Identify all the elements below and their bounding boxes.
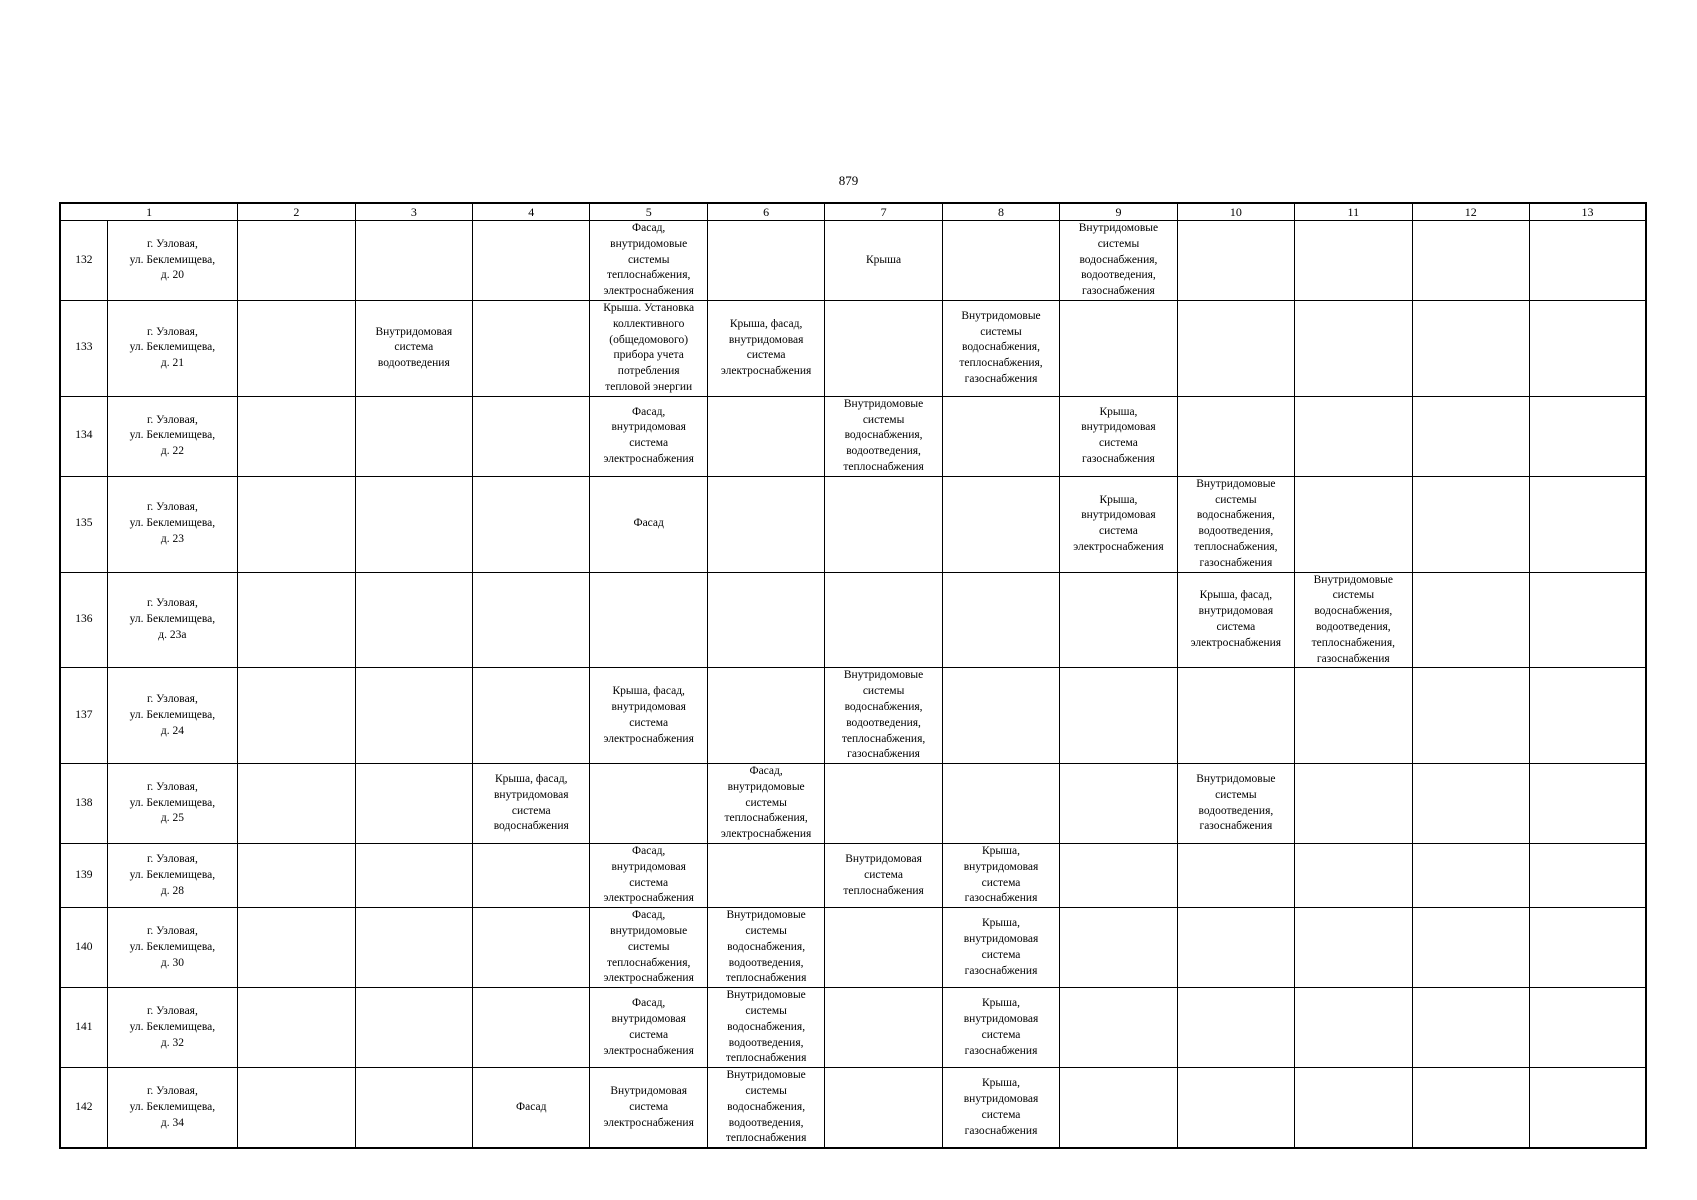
header-cell-3: 3 [355,203,472,221]
work-cell-col-12 [1412,221,1529,301]
table-row [60,844,1646,908]
work-cell-col-7: Внутридомовые системы водоснабжения, водоотведения, теплоснабжения, газоснабжения [825,668,942,764]
work-cell-col-7 [825,988,942,1068]
header-cell-5: 5 [590,203,707,221]
table-row [60,764,1646,844]
work-cell-col-6 [707,476,824,572]
work-cell-col-2 [238,764,355,844]
work-cell-col-4 [473,572,590,668]
header-cell-7: 7 [825,203,942,221]
work-cell-col-3 [355,572,472,668]
work-cell-col-5 [590,572,707,668]
header-cell-11: 11 [1295,203,1412,221]
work-cell-col-13 [1529,476,1646,572]
work-cell-col-8 [942,396,1059,476]
work-cell-col-2 [238,1068,355,1148]
work-cell-col-5: Фасад, внутридомовая система электроснабжения [590,844,707,908]
work-cell-col-9 [1060,764,1177,844]
address-cell: г. Узловая, ул. Беклемищева, д. 20 [107,221,237,301]
work-cell-col-13 [1529,1068,1646,1148]
row-number: 139 [60,844,107,908]
work-cell-col-3 [355,1068,472,1148]
row-number: 142 [60,1068,107,1148]
work-cell-col-5: Фасад, внутридомовые системы теплоснабжения, электроснабжения [590,221,707,301]
table-row [60,300,1646,396]
work-cell-col-8 [942,764,1059,844]
work-cell-col-11 [1295,908,1412,988]
work-cell-col-5: Крыша. Установка коллективного (общедомового) прибора учета потребления тепловой энергии [590,300,707,396]
work-cell-col-4 [473,300,590,396]
work-cell-col-4: Фасад [473,1068,590,1148]
row-number: 133 [60,300,107,396]
work-cell-col-4 [473,476,590,572]
work-cell-col-3 [355,668,472,764]
work-cell-col-12 [1412,572,1529,668]
work-cell-col-10 [1177,668,1294,764]
address-cell: г. Узловая, ул. Беклемищева, д. 23 [107,476,237,572]
work-cell-col-9 [1060,572,1177,668]
work-cell-col-2 [238,476,355,572]
work-cell-col-2 [238,844,355,908]
work-cell-col-11 [1295,476,1412,572]
work-cell-col-6: Внутридомовые системы водоснабжения, водоотведения, теплоснабжения [707,908,824,988]
work-cell-col-6 [707,844,824,908]
table-row [60,572,1646,668]
work-cell-col-13 [1529,396,1646,476]
work-cell-col-6: Внутридомовые системы водоснабжения, водоотведения, теплоснабжения [707,988,824,1068]
work-cell-col-10 [1177,300,1294,396]
work-cell-col-6 [707,668,824,764]
row-number: 140 [60,908,107,988]
work-cell-col-7 [825,1068,942,1148]
work-cell-col-4 [473,844,590,908]
table-row [60,221,1646,301]
work-cell-col-8 [942,668,1059,764]
work-cell-col-10: Внутридомовые системы водоснабжения, водоотведения, теплоснабжения, газоснабжения [1177,476,1294,572]
row-number: 135 [60,476,107,572]
work-cell-col-3 [355,476,472,572]
work-cell-col-10 [1177,396,1294,476]
work-cell-col-4 [473,396,590,476]
work-cell-col-12 [1412,908,1529,988]
work-cell-col-9 [1060,844,1177,908]
work-cell-col-3: Внутридомовая система водоотведения [355,300,472,396]
work-cell-col-2 [238,572,355,668]
work-cell-col-7: Внутридомовые системы водоснабжения, водоотведения, теплоснабжения [825,396,942,476]
work-cell-col-3 [355,221,472,301]
repair-schedule-table [59,202,1647,1149]
work-cell-col-3 [355,764,472,844]
header-cell-6: 6 [707,203,824,221]
address-cell: г. Узловая, ул. Беклемищева, д. 34 [107,1068,237,1148]
work-cell-col-4 [473,668,590,764]
work-cell-col-6 [707,221,824,301]
work-cell-col-10 [1177,221,1294,301]
work-cell-col-3 [355,396,472,476]
work-cell-col-11: Внутридомовые системы водоснабжения, водоотведения, теплоснабжения, газоснабжения [1295,572,1412,668]
work-cell-col-2 [238,396,355,476]
header-cell-10: 10 [1177,203,1294,221]
work-cell-col-6 [707,396,824,476]
header-cell-2: 2 [238,203,355,221]
work-cell-col-10: Внутридомовые системы водоотведения, газоснабжения [1177,764,1294,844]
work-cell-col-13 [1529,300,1646,396]
work-cell-col-3 [355,844,472,908]
address-cell: г. Узловая, ул. Беклемищева, д. 30 [107,908,237,988]
work-cell-col-5: Фасад, внутридомовая система электроснабжения [590,988,707,1068]
work-cell-col-6: Крыша, фасад, внутридомовая система электроснабжения [707,300,824,396]
work-cell-col-6 [707,572,824,668]
work-cell-col-12 [1412,396,1529,476]
header-row [60,203,1646,221]
work-cell-col-8: Крыша, внутридомовая система газоснабжения [942,988,1059,1068]
row-number: 136 [60,572,107,668]
work-cell-col-3 [355,908,472,988]
header-cell-9: 9 [1060,203,1177,221]
table-row [60,1068,1646,1148]
table-row [60,396,1646,476]
work-cell-col-13 [1529,844,1646,908]
work-cell-col-7: Крыша [825,221,942,301]
work-cell-col-12 [1412,668,1529,764]
work-cell-col-10 [1177,844,1294,908]
table-row [60,668,1646,764]
table-row [60,988,1646,1068]
work-cell-col-6: Фасад, внутридомовые системы теплоснабжения, электроснабжения [707,764,824,844]
work-cell-col-9 [1060,1068,1177,1148]
work-cell-col-3 [355,988,472,1068]
work-cell-col-11 [1295,668,1412,764]
header-cell-12: 12 [1412,203,1529,221]
work-cell-col-12 [1412,476,1529,572]
page-number: 879 [838,173,859,188]
work-cell-col-5: Внутридомовая система электроснабжения [590,1068,707,1148]
work-cell-col-11 [1295,1068,1412,1148]
work-cell-col-11 [1295,988,1412,1068]
address-cell: г. Узловая, ул. Беклемищева, д. 21 [107,300,237,396]
work-cell-col-8: Крыша, внутридомовая система газоснабжения [942,844,1059,908]
work-cell-col-5 [590,764,707,844]
work-cell-col-11 [1295,844,1412,908]
address-cell: г. Узловая, ул. Беклемищева, д. 28 [107,844,237,908]
work-cell-col-7 [825,476,942,572]
work-cell-col-11 [1295,300,1412,396]
address-cell: г. Узловая, ул. Беклемищева, д. 23а [107,572,237,668]
work-cell-col-8 [942,476,1059,572]
address-cell: г. Узловая, ул. Беклемищева, д. 22 [107,396,237,476]
work-cell-col-8 [942,572,1059,668]
work-cell-col-9: Внутридомовые системы водоснабжения, водоотведения, газоснабжения [1060,221,1177,301]
work-cell-col-10 [1177,988,1294,1068]
work-cell-col-8: Крыша, внутридомовая система газоснабжения [942,908,1059,988]
work-cell-col-13 [1529,764,1646,844]
work-cell-col-11 [1295,221,1412,301]
row-number: 132 [60,221,107,301]
work-cell-col-2 [238,908,355,988]
header-cell-1: 1 [60,203,238,221]
work-cell-col-7 [825,572,942,668]
work-cell-col-9 [1060,668,1177,764]
work-cell-col-4 [473,988,590,1068]
work-cell-col-8: Крыша, внутридомовая система газоснабжения [942,1068,1059,1148]
work-cell-col-9 [1060,988,1177,1068]
work-cell-col-5: Фасад, внутридомовые системы теплоснабжения, электроснабжения [590,908,707,988]
table-row [60,908,1646,988]
work-cell-col-13 [1529,988,1646,1068]
table-row [60,476,1646,572]
work-cell-col-2 [238,988,355,1068]
work-cell-col-10: Крыша, фасад, внутридомовая система электроснабжения [1177,572,1294,668]
work-cell-col-6: Внутридомовые системы водоснабжения, водоотведения, теплоснабжения [707,1068,824,1148]
row-number: 141 [60,988,107,1068]
work-cell-col-13 [1529,572,1646,668]
work-cell-col-10 [1177,908,1294,988]
header-cell-4: 4 [473,203,590,221]
row-number: 134 [60,396,107,476]
work-cell-col-12 [1412,300,1529,396]
header-cell-8: 8 [942,203,1059,221]
work-cell-col-4 [473,221,590,301]
work-cell-col-12 [1412,1068,1529,1148]
work-cell-col-2 [238,221,355,301]
work-cell-col-2 [238,300,355,396]
work-cell-col-9 [1060,300,1177,396]
work-cell-col-2 [238,668,355,764]
work-cell-col-13 [1529,668,1646,764]
work-cell-col-13 [1529,908,1646,988]
work-cell-col-11 [1295,396,1412,476]
work-cell-col-13 [1529,221,1646,301]
row-number: 138 [60,764,107,844]
address-cell: г. Узловая, ул. Беклемищева, д. 24 [107,668,237,764]
work-cell-col-4 [473,908,590,988]
work-cell-col-9 [1060,908,1177,988]
work-cell-col-5: Фасад, внутридомовая система электроснабжения [590,396,707,476]
work-cell-col-7: Внутридомовая система теплоснабжения [825,844,942,908]
row-number: 137 [60,668,107,764]
address-cell: г. Узловая, ул. Беклемищева, д. 32 [107,988,237,1068]
work-cell-col-10 [1177,1068,1294,1148]
address-cell: г. Узловая, ул. Беклемищева, д. 25 [107,764,237,844]
work-cell-col-5: Фасад [590,476,707,572]
work-cell-col-12 [1412,764,1529,844]
work-cell-col-5: Крыша, фасад, внутридомовая система электроснабжения [590,668,707,764]
work-cell-col-11 [1295,764,1412,844]
work-cell-col-7 [825,764,942,844]
header-cell-13: 13 [1529,203,1646,221]
work-cell-col-8: Внутридомовые системы водоснабжения, теплоснабжения, газоснабжения [942,300,1059,396]
work-cell-col-9: Крыша, внутридомовая система электроснабжения [1060,476,1177,572]
work-cell-col-8 [942,221,1059,301]
work-cell-col-4: Крыша, фасад, внутридомовая система водоснабжения [473,764,590,844]
work-cell-col-7 [825,300,942,396]
work-cell-col-7 [825,908,942,988]
work-cell-col-12 [1412,988,1529,1068]
work-cell-col-9: Крыша, внутридомовая система газоснабжения [1060,396,1177,476]
work-cell-col-12 [1412,844,1529,908]
